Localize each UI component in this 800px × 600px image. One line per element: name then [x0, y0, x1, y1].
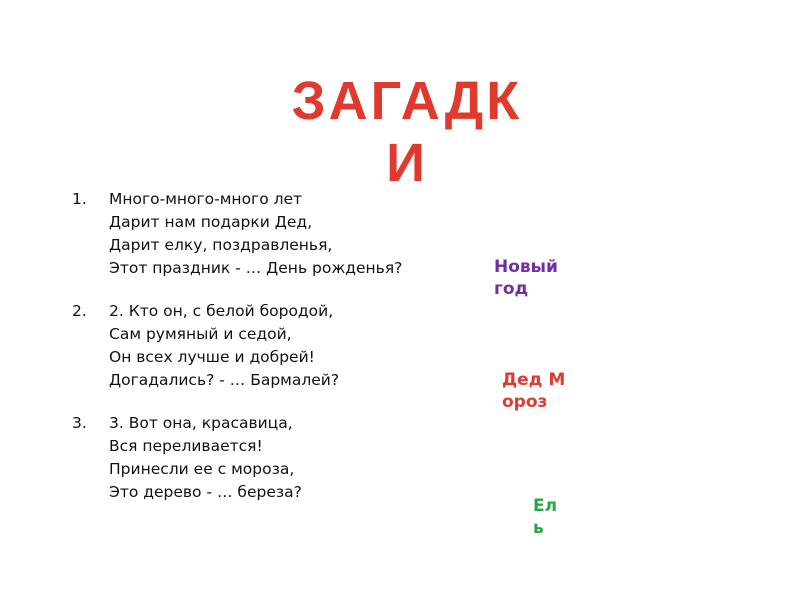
answer-new-year: Новый год [494, 257, 558, 299]
riddle-line: Дарит елку, поздравленья, [109, 236, 333, 254]
riddle-line: Это дерево - … береза? [109, 483, 302, 501]
riddle-line: Дарит нам подарки Дед, [109, 213, 313, 231]
riddle-line: 3. Вот она, красавица, [109, 414, 293, 432]
riddle-item [72, 188, 472, 280]
riddle-line: Догадались? - … Бармалей? [109, 371, 340, 389]
answer-fir-tree: Ель [533, 496, 558, 538]
riddle-number: 3. [72, 414, 87, 432]
riddle-line: Много-много-много лет [109, 190, 303, 208]
riddle-item [72, 300, 472, 392]
riddle-line: 2. Кто он, с белой бородой, [109, 302, 334, 320]
riddle-number: 1. [72, 190, 87, 208]
riddle-item [72, 412, 472, 504]
riddle-line: Он всех лучше и добрей! [109, 348, 315, 366]
riddle-line: Вся переливается! [109, 437, 263, 455]
answer-ded-moroz: Дед Мороз [502, 370, 566, 412]
riddle-line: Этот праздник - … День рожденья? [109, 259, 403, 277]
riddle-line: Принесли ее с мороза, [109, 460, 295, 478]
riddle-list [72, 188, 472, 524]
slide-title: ЗАГАДКИ [291, 71, 523, 193]
riddle-line: Сам румяный и седой, [109, 325, 292, 343]
riddle-number: 2. [72, 302, 87, 320]
